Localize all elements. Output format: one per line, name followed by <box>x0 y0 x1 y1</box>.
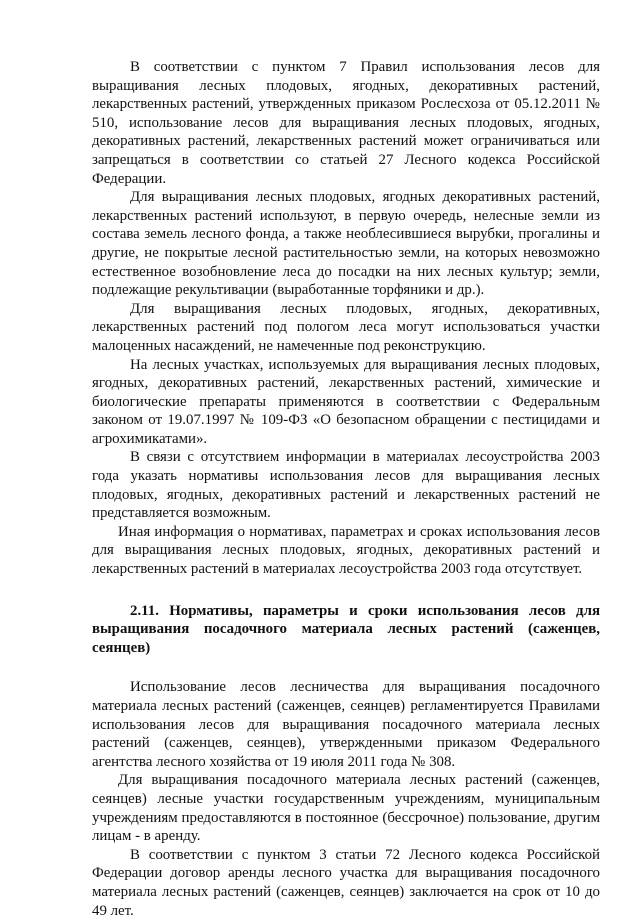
paragraph: Для выращивания лесных плодовых, ягодных декоративных растений, лекарственных растений используют, в первую очередь, нелесные земли из состава земель лесного фонда, а также необлесившиеся вырубки, прогалины и другие, не покрытые лесной растительностью земли, на которых невозможно естественное возобновление леса до посадки на них лесных культур; земли, подлежащие рекультивации (выработанные торфяники и др.). <box>92 189 600 299</box>
section-heading: 2.11. Нормативы, параметры и сроки использования лесов для выращивания посадочного материала лесных растений (саженцев, сеянцев) <box>92 602 600 656</box>
paragraph: Использование лесов лесничества для выращивания посадочного материала лесных растений (саженцев, сеянцев) регламентируется Правилами использования лесов для выращивания посадочного материала лесных растений (саженцев, сеянцев), утвержденными приказом Федерального агентства лесного хозяйства от 19 июля 2011 года № 308. <box>92 679 600 770</box>
paragraph: В соответствии с пунктом 7 Правил использования лесов для выращивания лесных плодовых, ягодных, декоративных растений, лекарственных растений, утвержденных приказом Рослесхоза от 05.12.2011 № 510, использование лесов для выращивания лесных плодовых, ягодных, декоративных растений, лекарственных растений может ограничиваться или запрещаться в соответствии со статьей 27 Лесного кодекса Российской Федерации. <box>92 59 600 187</box>
paragraph: Для выращивания лесных плодовых, ягодных, декоративных, лекарственных растений под пологом леса могут использоваться участки малоценных насаждений, не намеченные под реконструкцию. <box>92 300 600 354</box>
document-page <box>92 58 600 920</box>
paragraph: В соответствии с пунктом 3 статьи 72 Лесного кодекса Российской Федерации договор аренды лесного участка для выращивания посадочного материала лесных растений (саженцев, сеянцев) заключается на срок от 10 до 49 лет. <box>92 846 600 919</box>
paragraph: На лесных участках, используемых для выращивания лесных плодовых, ягодных, декоративных растений, лекарственных растений, химические и биологические препараты применяются в соответствии с Федеральным законом от 19.07.1997 № 109-ФЗ «О безопасном обращении с пестицидами и агрохимикатами». <box>92 356 600 447</box>
paragraph: Для выращивания посадочного материала лесных растений (саженцев, сеянцев) лесные участки государственным учреждениям, муниципальным учреждениям предоставляются в постоянное (бессрочное) пользование, другим лицам - в аренду. <box>92 772 600 845</box>
paragraph: В связи с отсутствием информации в материалах лесоустройства 2003 года указать нормативы использования лесов для выращивания лесных плодовых, ягодных, декоративных растений и лекарственных растений не представляется возможным. <box>92 449 600 522</box>
paragraph: Иная информация о нормативах, параметрах и сроках использования лесов для выращивания лесных плодовых, ягодных, декоративных растений и лекарственных растений в материалах лесоустройства 2003 года отсутствует. <box>92 523 600 578</box>
